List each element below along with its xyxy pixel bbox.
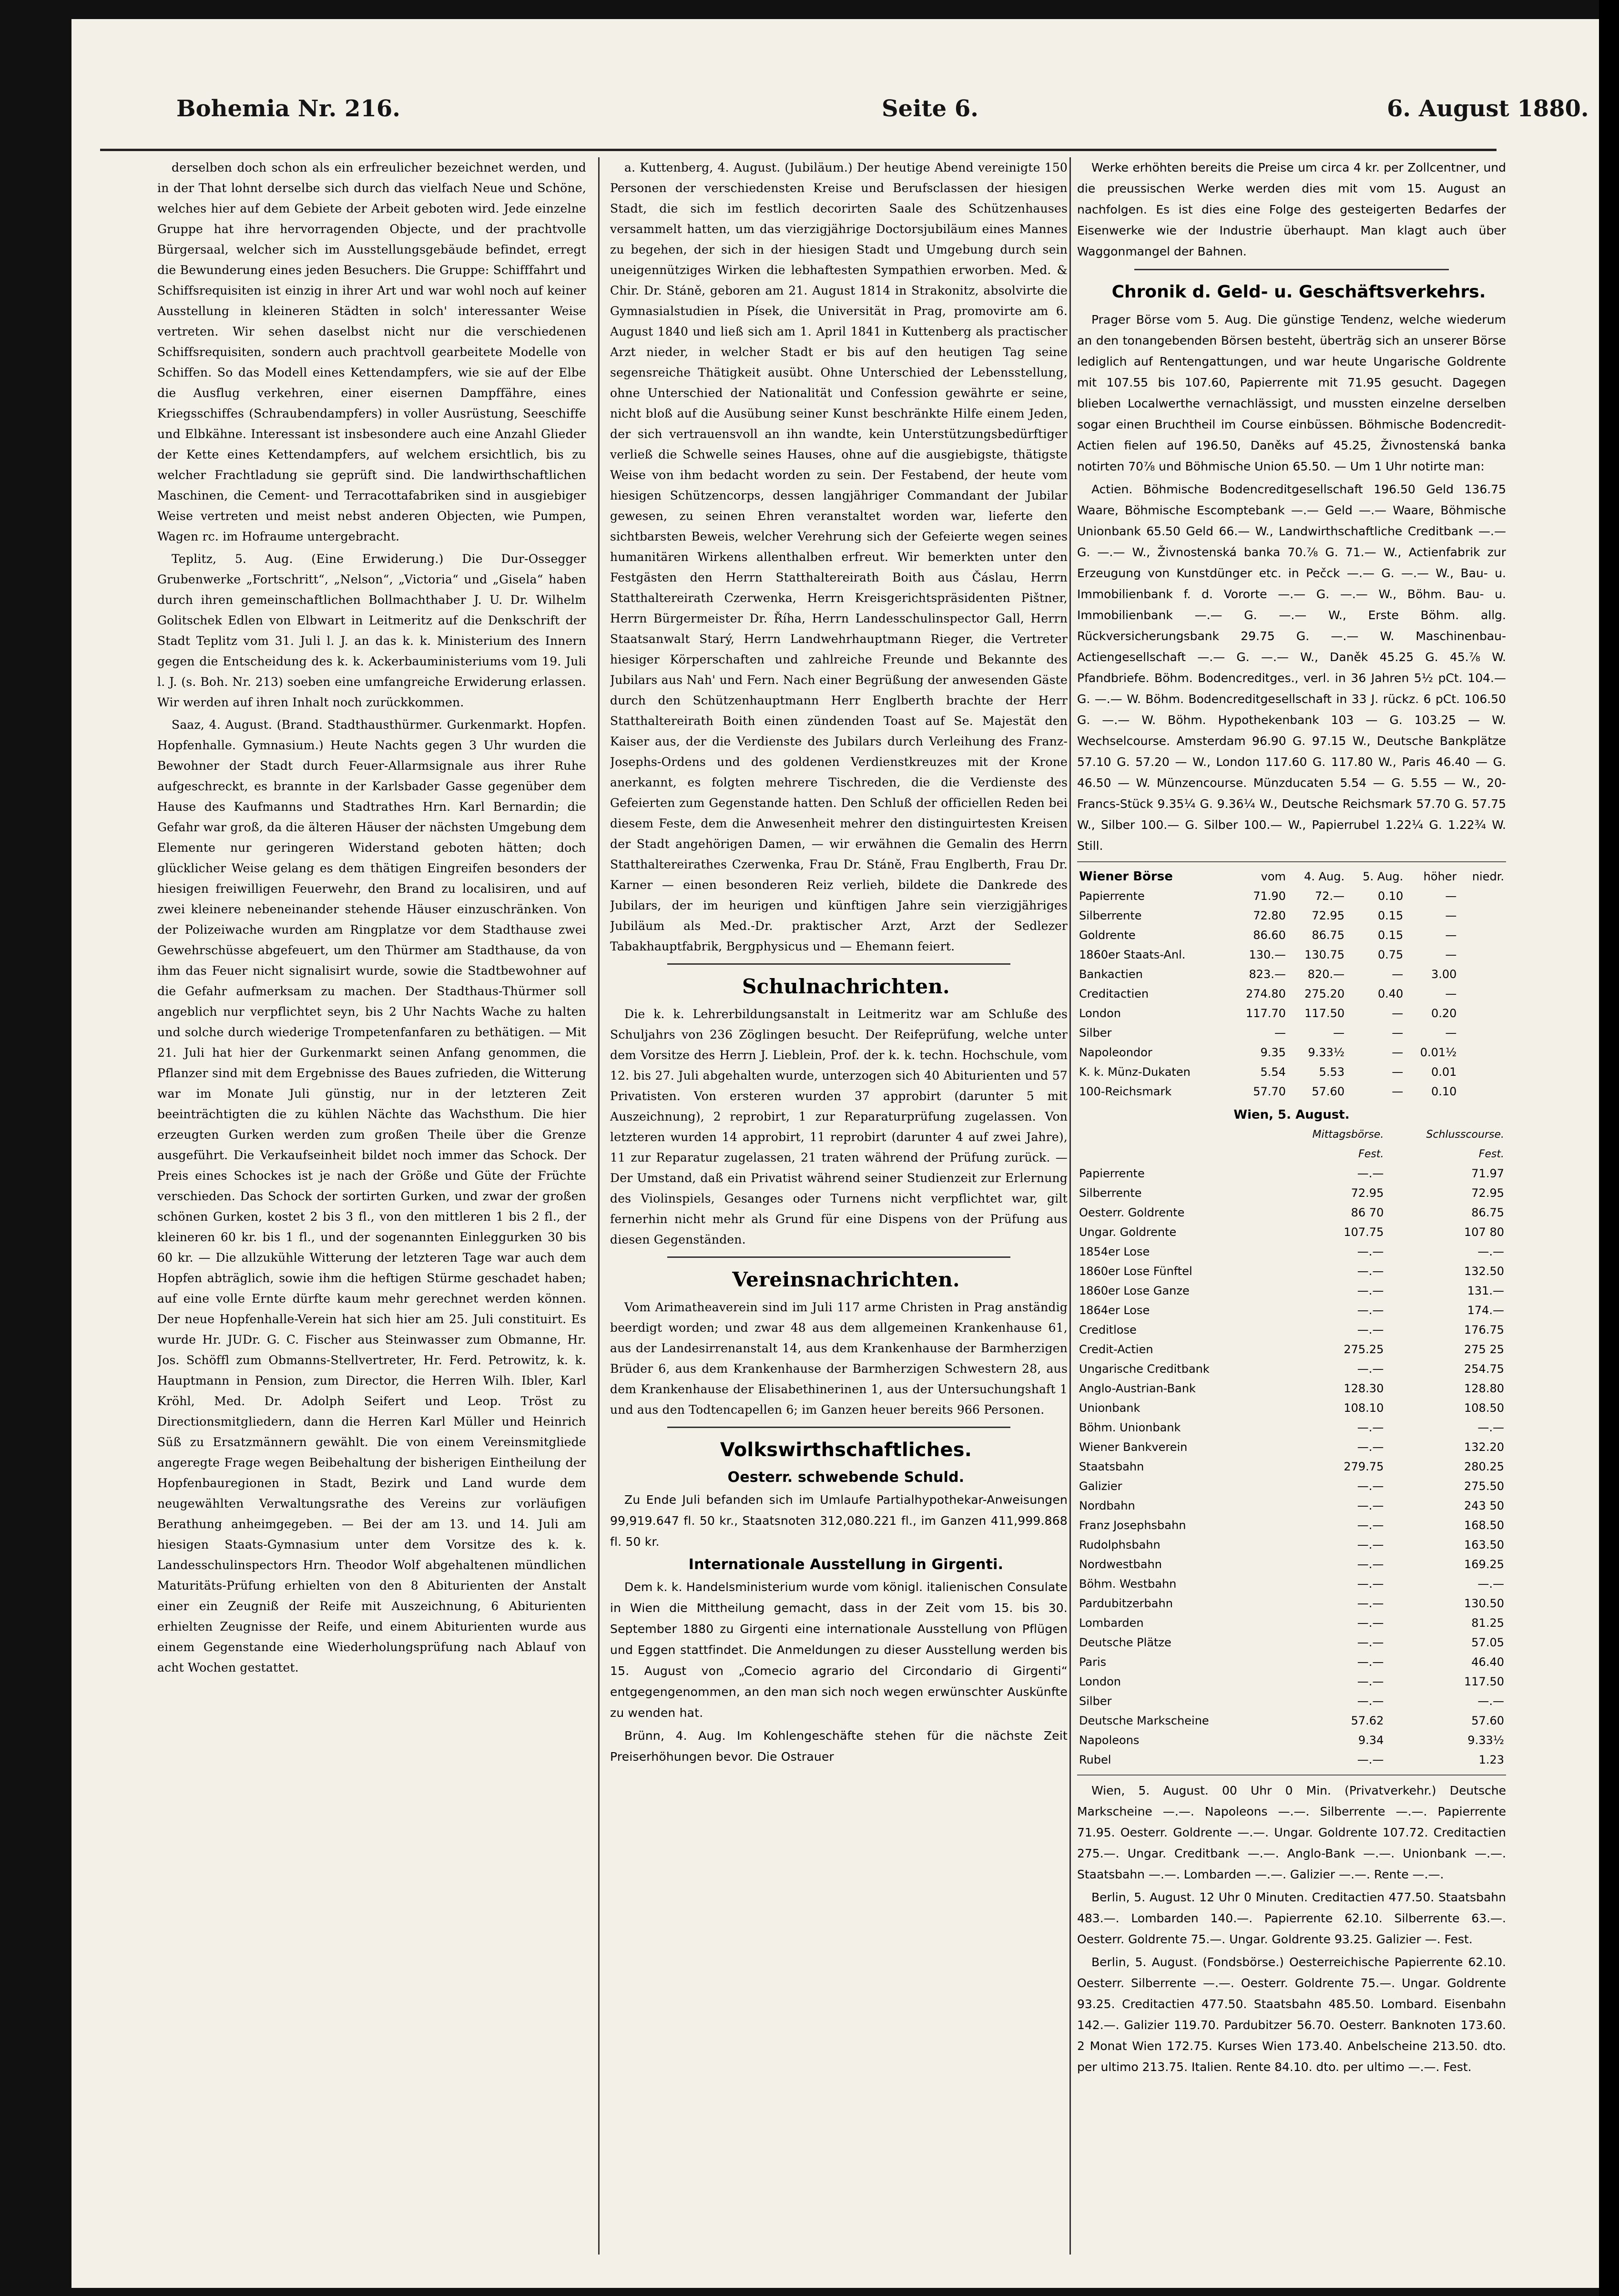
column-2 [610,157,1068,2231]
quote-cell: 72.95 [1471,1186,1504,1200]
scan-edge [1599,0,1619,2296]
article-coal-continued: Werke erhöhten bereits die Preise um circa 4 kr. per Zollcentner, und die preussischen Werke werden dies mit vom 15. August an nachfolgen. Es ist dies eine Folge des gesteigerten Bedarfes der Eisenwerke wie der Industrie überhaupt. Man klagt auch über Waggonmangel der Bahnen. [1077,161,1506,258]
section-divider [667,963,1010,965]
table-row [1077,965,1506,984]
quote-cell: 0.01 [1431,1065,1457,1079]
quote-cell: 280.25 [1464,1460,1504,1473]
quote-cell: 163.50 [1464,1538,1504,1551]
quote-cell: 131.— [1467,1284,1504,1297]
article-girgenti: Dem k. k. Handelsministerium wurde vom königl. italienischen Consulate in Wien die Mittheilung gemacht, dass in der Zeit vom 15. bis 30. September 1880 zu Girgenti eine internationale Ausstellung von Pflügen und Eggen stattfindet. Die Anmeldungen zu dieser Ausstellung werden bis 15. August von „Comecio agrario del Circondario di Girgenti“ entgegengenommen, an den man sich noch wegen erwünschter Auskünfte zu wenden hat. [610,1580,1068,1720]
security-name: Unionbank [1079,1401,1140,1415]
quote-cell: 0.10 [1431,1085,1457,1098]
quote-cell: 72.80 [1253,909,1286,922]
table-row [1077,1418,1506,1438]
column-subheader: Fest. [1358,1148,1384,1160]
table-subheader-row [1077,1144,1506,1164]
quote-cell: 130.50 [1464,1597,1504,1610]
table-row [1077,1340,1506,1359]
quote-cell: —.— [1357,1499,1384,1512]
security-name: Nordbahn [1079,1499,1135,1512]
table-row [1077,984,1506,1004]
table-row [1077,887,1506,906]
table-row [1077,1359,1506,1379]
prager-boerse-text: Prager Börse vom 5. Aug. Die günstige Tendenz, welche wiederum an den tonangebenden Börsen besteht, überträg sich an unserer Börse lediglich auf Rentengattungen, und war heute Ungarische Goldrente mit 107.55 bis 107.60, Papierrente mit 71.95 gesucht. Dagegen blieben Localwerthe vernachlässigt, und mussten einzelne derselben sogar einen Bruchtheil im Course einbüssen. Böhmische Bodencredit-Actien fielen auf 196.50, Daněks auf 45.25, Živnostenská banka notirten 70⅞ und Böhmische Union 65.50. — Um 1 Uhr notirte man: [1077,313,1506,473]
quote-cell: 71.90 [1253,889,1286,903]
security-name: 1860er Staats-Anl. [1079,948,1186,961]
section-divider [667,1427,1010,1428]
quote-cell: —.— [1357,1753,1384,1766]
quote-cell: 275.20 [1304,987,1345,1000]
quote-cell: 46.40 [1471,1655,1504,1669]
security-name: 1854er Lose [1079,1245,1150,1258]
quote-cell: 57.62 [1351,1714,1384,1727]
quote-cell: 0.15 [1377,929,1404,942]
quote-cell: —.— [1357,1284,1384,1297]
table-row [1077,1023,1506,1043]
table-row [1077,1496,1506,1516]
table-row [1077,945,1506,965]
table-row [1077,1477,1506,1496]
quote-cell: 174.— [1467,1304,1504,1317]
quote-cell: 0.01½ [1420,1046,1457,1059]
quote-cell: —.— [1357,1597,1384,1610]
quote-cell: 5.53 [1319,1065,1345,1079]
berlin-fondsboerse-text: Berlin, 5. August. (Fondsbörse.) Oesterreichische Papierrente 62.10. Oesterr. Silberrente —.—. Oesterr. Goldrente 75.—. Ungar. Goldrente 93.25. Creditactien 477.50. Staatsbahn 485.50. Lombard. Eisenbahn 142.—. Galizier 119.70. Pardubitzer 56.70. Oesterr. Banknoten 173.60. 2 Monat Wien 172.75. Kurses Wien 173.40. Anbelscheine 213.50. dto. per ultimo 213.75. Italien. Rente 84.10. dto. per ultimo —.—. Fest. [1077,1955,1506,2074]
security-name: Papierrente [1079,1167,1145,1180]
quote-cell: — [1333,1026,1345,1040]
security-name: Böhm. Unionbank [1079,1421,1181,1434]
security-name: Creditlose [1079,1323,1137,1337]
table-row [1077,1164,1506,1184]
quote-cell: 132.20 [1464,1440,1504,1454]
column-1 [157,157,586,2231]
security-name: 1860er Lose Fünftel [1079,1265,1192,1278]
wiener-boerse-title: Wiener Börse [1079,869,1173,884]
security-name: Lombarden [1079,1616,1144,1630]
quote-cell: —.— [1357,1655,1384,1669]
quote-cell: — [1392,968,1404,981]
quote-cell: 275.25 [1344,1343,1384,1356]
quote-cell: 57.05 [1471,1636,1504,1649]
column-rule-1 [598,157,600,2255]
security-name: 1864er Lose [1079,1304,1150,1317]
quote-cell: 72.95 [1312,909,1345,922]
quote-cell: 243 50 [1464,1499,1504,1512]
table-row [1077,1281,1506,1301]
quote-cell: 132.50 [1464,1265,1504,1278]
security-name: Silber [1079,1694,1112,1708]
security-name: Nordwestbahn [1079,1558,1162,1571]
quote-cell: — [1392,1065,1404,1079]
quote-cell: 1.23 [1478,1753,1504,1766]
quote-cell: 279.75 [1344,1460,1384,1473]
quote-cell: —.— [1357,1577,1384,1591]
header-rule [100,149,1497,151]
header-date: 6. August 1880. [1387,95,1589,122]
wiener-boerse-table [1077,867,1506,1102]
table-row [1077,1594,1506,1613]
quote-cell: 823.— [1249,968,1286,981]
security-name: Silber [1079,1026,1112,1040]
quote-cell: —.— [1357,1323,1384,1337]
security-name: Bankactien [1079,968,1143,981]
article-bruenn: Brünn, 4. Aug. Im Kohlengeschäfte stehen für die nächste Zeit Preiserhöhungen bevor. Die Ostrauer [610,1729,1068,1764]
quote-cell: 0.10 [1377,889,1404,903]
column-header: 5. Aug. [1363,870,1404,883]
quote-cell: 117.70 [1245,1007,1286,1020]
quote-cell: 168.50 [1464,1519,1504,1532]
security-name: Franz Josephsbahn [1079,1519,1186,1532]
quote-cell: —.— [1477,1694,1504,1708]
article-verein: Vom Arimatheaverein sind im Juli 117 arme Christen in Prag anständig beerdigt worden; und zwar 48 aus dem allgemeinen Krankenhause 61, aus der Landesirrenanstalt 14, aus dem Krankenhause der Barmherzigen Brüder 6, aus dem Krankenhause der Barmherzigen Schwestern 28, aus dem Krankenhause der Elisabethinerinen 1, aus der Untersuchungshaft 1 und aus den Todtencapellen 6; im Ganzen heuer bereits 966 Personen. [610,1300,1068,1417]
quote-cell: — [1392,1026,1404,1040]
table-row [1077,1320,1506,1340]
column-header: Mittagsbörse. [1312,1129,1384,1141]
prager-boerse-courses: Actien. Böhmische Bodencreditgesellschaft 196.50 Geld 136.75 Waare, Böhmische Escomptebank —.— Geld —.— Waare, Böhmische Unionbank 65.50 Geld 66.— W., Landwirthschaftliche Creditbank —.— G. —.— W., Živnostenská banka 70.⅞ G. 71.— W., Actienfabrik zur Erzeugung von Kunstdünger etc. in Pečck —.— G. —.— W., Bau- u. Immobilienbank f. d. Vororte —.— G. —.— W., Böhm. Bau- u. Immobilienbank —.— G. —.— W., Erste Böhm. allg. Rückversicherungsbank 29.75 G. —.— W. Maschinenbau-Actiengesellschaft —.— G. —.— W., Daněk 45.25 G. 45.⅞ W. Pfandbriefe. Böhm. Bodencreditges., verl. in 36 Jahren 5½ pCt. 104.— G. —.— W. Böhm. Bodencreditgesellschaft in 33 J. rückz. 6 pCt. 106.50 G. —.— W. Böhm. Hypothekenbank 103 — G. 103.25 — W. Wechselcourse. Amsterdam 96.90 G. 97.15 W., Deutsche Bankplätze 57.10 G. 57.20 — W., London 117.60 G. 117.80 W., Paris 46.40 — G. 46.50 — W. Münzencourse. Münzducaten 5.54 — G. 5.55 — W., 20-Francs-Stück 9.35¼ G. 9.36¼ W., Deutsche Reichsmark 57.70 G. 57.75 W., Silber 100.— G. Silber 100.— W., Papierrubel 1.22¼ G. 1.22¾ W. Still. [1077,482,1506,853]
article-teplitz: Teplitz, 5. Aug. (Eine Erwiderung.) Die Dur-Ossegger Grubenwerke „Fortschritt“, „Nelson“, „Victoria“ und „Gisela“ haben durch ihren gemeinschaftlichen Bollmachthaber J. U. Dr. Wilhelm Golitschek Edlen von Elbwart in Leitmeritz auf die Denkschrift der Stadt Teplitz vom 31. Juli l. J. an das k. k. Ministerium des Innern gegen die Entscheidung des k. k. Ackerbauministeriums vom 19. Juli l. J. (s. Boh. Nr. 213) soeben eine umfangreiche Erwiderung erlassen. Wir werden auf ihren Inhalt noch zurückkommen. [157,552,586,709]
table-row [1077,1184,1506,1203]
quote-cell: —.— [1357,1675,1384,1688]
table-row [1077,1438,1506,1457]
table-row [1077,926,1506,945]
security-name: Creditactien [1079,987,1149,1000]
column-header: niedr. [1472,870,1504,883]
quote-cell: 0.40 [1377,987,1404,1000]
table-row [1077,1672,1506,1692]
quote-cell: 9.33½ [1308,1046,1345,1059]
quote-cell: — [1274,1026,1286,1040]
security-name: Oesterr. Goldrente [1079,1206,1185,1219]
quote-cell: 81.25 [1471,1616,1504,1630]
quote-cell: 254.75 [1464,1362,1504,1376]
quote-cell: 820.— [1307,968,1345,981]
quote-cell: 86.75 [1471,1206,1504,1219]
quote-cell: 57.60 [1471,1714,1504,1727]
security-name: Silberrente [1079,909,1142,922]
quote-cell: 176.75 [1464,1323,1504,1337]
quote-cell: 71.97 [1471,1167,1504,1180]
table-row [1077,1262,1506,1281]
table-row [1077,1711,1506,1731]
quote-cell: 117.50 [1464,1675,1504,1688]
quote-cell: —.— [1357,1304,1384,1317]
quote-cell: — [1392,1085,1404,1098]
quote-cell: 57.60 [1312,1085,1345,1098]
quote-cell: 117.50 [1304,1007,1345,1020]
heading-chronik: Chronik d. Geld- u. Geschäftsverkehrs. [1111,282,1486,302]
quote-cell: 9.33½ [1467,1734,1504,1747]
quote-cell: 0.20 [1431,1007,1457,1020]
quote-cell: 0.15 [1377,909,1404,922]
quote-cell: 107 80 [1464,1225,1504,1239]
quote-cell: 5.54 [1260,1065,1286,1079]
quote-cell: 108.50 [1464,1401,1504,1415]
security-name: Deutsche Plätze [1079,1636,1171,1649]
quote-cell: —.— [1357,1245,1384,1258]
subheading-schuld: Oesterr. schwebende Schuld. [727,1469,965,1486]
table-rule [1077,861,1506,862]
wiener-boerse-rows [1077,887,1506,1102]
column-subheader: Fest. [1478,1148,1504,1160]
heading-schulnachrichten: Schulnachrichten. [742,975,950,998]
quote-cell: 128.30 [1344,1382,1384,1395]
security-name: Anglo-Austrian-Bank [1079,1382,1196,1395]
table-header-row [1077,867,1506,887]
quote-cell: — [1392,1046,1404,1059]
quote-cell: —.— [1357,1616,1384,1630]
quote-cell: 130.— [1249,948,1286,961]
column-rule-2 [1069,157,1071,2255]
quote-cell: — [1445,987,1457,1000]
quote-cell: 9.34 [1358,1734,1384,1747]
quote-cell: —.— [1477,1577,1504,1591]
quote-cell: 107.75 [1344,1225,1384,1239]
security-name: Goldrente [1079,929,1136,942]
table-row [1077,1613,1506,1633]
quote-cell: — [1392,1007,1404,1020]
table-row [1077,1457,1506,1477]
quote-cell: 86 70 [1351,1206,1384,1219]
quote-cell: 72.95 [1351,1186,1384,1200]
security-name: Galizier [1079,1480,1122,1493]
quote-cell: —.— [1357,1440,1384,1454]
table-row [1077,1574,1506,1594]
header-issue: Bohemia Nr. 216. [176,95,400,122]
quote-cell: 86.75 [1312,929,1345,942]
subheading-girgenti: Internationale Ausstellung in Girgenti. [688,1556,1004,1573]
table-row [1077,1653,1506,1672]
quote-cell: 86.60 [1253,929,1286,942]
table-row [1077,1633,1506,1653]
wien-evening-text: Wien, 5. August. 00 Uhr 0 Min. (Privatverkehr.) Deutsche Markscheine —.—. Napoleons —.—. Silberrente —.—. Papierrente 71.95. Oesterr. Goldrente —.—. Ungar. Goldrente 107.72. Creditactien 275.—. Ungar. Creditbank —.—. Anglo-Bank —.—. Unionbank —.—. Staatsbahn —.—. Lombarden —.—. Galizier —.—. Rente —.—. [1077,1784,1506,1881]
heading-vereinsnachrichten: Vereinsnachrichten. [732,1268,960,1291]
quote-cell: —.— [1357,1636,1384,1649]
quote-cell: —.— [1357,1362,1384,1376]
berlin-noon-text: Berlin, 5. August. 12 Uhr 0 Minuten. Creditactien 477.50. Staatsbahn 483.—. Lombarden 140.—. Papierrente 62.10. Silberrente 63.—. Oesterr. Goldrente 75.—. Ungar. Goldrente 93.25. Galizier —. Fest. [1077,1890,1506,1946]
column-3 [1077,157,1506,2231]
table-row [1077,1692,1506,1711]
security-name: Rubel [1079,1753,1111,1766]
article-saaz: Saaz, 4. August. (Brand. Stadthausthürmer. Gurkenmarkt. Hopfen. Hopfenhalle. Gymnasium.) Heute Nachts gegen 3 Uhr wurden die Bewohner der Stadt durch Feuer-Allarmsignale aus ihrer Ruhe aufgeschreckt, es brannte in der Karlsbader Gasse gegenüber dem Hause des Kaufmanns und Stadtrathes Hrn. Karl Bernardin; die Gefahr war groß, da die älteren Häuser der nächsten Umgebung dem Elemente nur geringeren Widerstand geboten hätten; doch glücklicher Weise gelang es dem thätigen Eingreifen besonders der hiesigen freiwilligen Feuerwehr, den Brand zu localisiren, und auf zwei kleinere nebeneinander stehende Häuser einzuschränken. Von der Polizeiwache wurden am Ringplatze vor dem Stadthause zwei Gewehrschüsse abgefeuert, um den Thürmer am Stadthause, da von ihm das Feuer nicht signalisirt wurde, sowie die Stadtbewohner auf die Gefahr aufmerksam zu machen. Der Stadthaus-Thürmer soll angeblich nur verpflichtet seyn, bis 2 Uhr Nachts Wache zu halten und solche durch wiederige Trompetenfanfaren zu bethätigen. — Mit 21. Juli hat hier der Gurkenmarkt seinen Anfang genommen, die Pflanzer sind mit dem Ergebnisse des Baues zufrieden, die Witterung war im Monate Juli günstig, nur in der letzteren Zeit beeinträchtigten die zu kühlen Nächte das Wachsthum. Die hier erzeugten Gurken werden zum großen Theile über die Grenze ausgeführt. Die Verkaufseinheit bildet noch immer das Schock. Der Preis eines Schockes ist je nach der Größe und Güte der Früchte verschieden. Das Schock der sortirten Gurken, und zwar der großen schönen Gurken, kostet 2 bis 3 fl., von den mittleren 1 bis 2 fl., der kleineren 60 kr. bis 1 fl., und der sogenannten Einleggurken 30 bis 60 kr. — Die allzukühle Witterung der letzteren Tage war auch dem Hopfen abträglich, sowie ihm die heftigen Stürme geschadet haben; auf eine volle Ernte dürfte kaum mehr gerechnet werden können. Der neue Hopfenhalle-Verein hat sich hier am 25. Juli constituirt. Es wurde Hr. JUDr. G. C. Fischer aus Steinwasser zum Obmanne, Hr. Jos. Schöffl zum Obmanns-Stellvertreter, Hr. Ferd. Petrowitz, k. k. Hauptmann in Pension, zum Director, die Herren Wilh. Ibler, Karl Kröhl, Med. Dr. Adolph Seifert und Leop. Tröst zu Directionsmitgliedern, dann die Herren Karl Müller und Heinrich Süß zu Ersatzmännern gewählt. Die von einem Vereinsmitgliede angeregte Frage wegen Beibehaltung der bisherigen Eintheilung der Hopfenbauregionen in Stadt, Bezirk und Land wurde dem neugewählten Verwaltungsrathe des Vereins zur vorläufigen Berathung anheimgegeben. — Bei der am 13. und 14. Juli am hiesigen Staats-Gymnasium unter dem Vorsitze des k. k. Landesschulinspectors Hrn. Theodor Wolf abgehaltenen mündlichen Maturitäts-Prüfung erhielten von den 8 Abiturienten der Anstalt einer ein Zeugniß der Reife mit Auszeichnung, 6 Abiturienten erhielten Zeugnisse der Reife, und einem Abiturienten wurde aus einem Gegenstande eine Wiederholungsprüfung nach Ablauf von acht Wochen gestattet. [157,718,586,1674]
quote-cell: —.— [1477,1421,1504,1434]
article-kuttenberg: a. Kuttenberg, 4. August. (Jubiläum.) Der heutige Abend vereinigte 150 Personen der verschiedensten Kreise und Berufsclassen der hiesigen Stadt, die sich im festlich decorirten Saale des Schützenhauses versammelt hatten, um das vierzigjährige Doctorsjubiläum eines Mannes zu begehen, der sich in der hiesigen Stadt und Umgebung durch sein uneigennütziges Wirken die lebhaftesten Sympathien erworben. Med. & Chir. Dr. Stáně, geboren am 21. August 1814 in Strakonitz, absolvirte die Gymnasialstudien in Písek, die Universität in Prag, promovirte am 6. August 1840 und ließ sich am 1. April 1841 in Kuttenberg als practischer Arzt nieder, in welcher Stadt er bis auf den heutigen Tag seine segensreiche Thätigkeit ausübt. Ohne Unterschied der Lebensstellung, ohne Unterschied der Nationalität und Confession gewährte er seine, nicht bloß auf die Ausübung seiner Kunst beschränkte Hilfe einem Jeden, der sich vertrauensvoll an ihn wandte, kein Unterstützungsbedürftiger verließ die Schwelle seines Hauses, ohne auf die ausgiebigste, thätigste Weise von ihm bedacht worden zu sein. Der Festabend, der heute vom hiesigen Schützencorps, dessen langjähriger Commandant der Jubilar gewesen, zu seinen Ehren veranstaltet worden war, lieferte den sichtbarsten Beweis, welcher Verehrung sich der Gefeierte wegen seines humanitären Wirkens allenthalben erfreut. Wir bemerkten unter den Festgästen den Herrn Statthaltereirath Boith aus Čáslau, Herrn Statthaltereirath Czerwenka, Herrn Kreisgerichtspräsidenten Pištner, Herrn Bürgermeister Dr. Říha, Herrn Landesschulinspector Gall, Herrn Staatsanwalt Starý, Herrn Landwehrhauptmann Rieger, die Vertreter hiesiger Körperschaften und zahlreiche Freunde und Bekannte des Jubilars aus Nah' und Fern. Nach einer Begrüßung der anwesenden Gäste durch den Schützenhauptmann Herr Englberth brachte der Herr Statthaltereirath Boith einen zündenden Toast auf Se. Majestät den Kaiser aus, der die Verdienste des Jubilars durch Verleihung des Franz-Josephs-Ordens und des goldenen Verdienstkreuzes mit der Krone anerkannt, es folgten mehrere Tischreden, die die Verdienste des Gefeierten zum Gegenstande hatten. Den Schluß der officiellen Reden bei diesem Feste, dem die Anwesenheit mehrer den distinguirtesten Kreisen der Stadt angehörigen Damen, — wir erwähnen die Gemalin des Herrn Statthaltereirathes Czerwenka, Frau Dr. Stáně, Frau Englberth, Frau Dr. Karner — einen besonderen Reiz verlieh, bildete die Dankrede des Jubilars, der im heurigen und künftigen Jahre sein vierzigjähriges Jubiläum als Med.-Dr. praktischer Arzt, Arzt der Sedlezer Tabakhauptfabrik, Bergphysicus und — Ehemann feiert. [610,161,1068,953]
wien-title: Wien, 5. August. [1233,1108,1350,1122]
security-name: Silberrente [1079,1186,1142,1200]
column-subheader [1077,1144,1275,1164]
security-name: Paris [1079,1655,1107,1669]
quote-cell: 274.80 [1245,987,1286,1000]
header-page-number: Seite 6. [882,95,978,122]
table-row [1077,1535,1506,1555]
section-divider [1134,269,1449,270]
quote-cell: —.— [1357,1538,1384,1551]
security-name: Rudolphsbahn [1079,1538,1161,1551]
table-row [1077,1731,1506,1750]
article-exhibition: derselben doch schon als ein erfreulicher bezeichnet werden, und in der That lohnt derselbe sich durch das vielfach Neue und Schöne, welches hier auf dem Gebiete der Arbeit geboten wird. Jede einzelne Gruppe hat ihre hervorragenden Objecte, und der prachtvolle Bürgersaal, welcher sich im Ausstellungsgebäude befindet, erregt die Bewunderung eines jeden Besuchers. Die Gruppe: Schifffahrt und Schiffsrequisiten ist einzig in ihrer Art und war wohl noch auf keiner Ausstellung in kleineren Städten in solch' interessanter Weise vertreten. Wir sehen daselbst nicht nur die verschiedenen Schiffsrequisiten, sondern auch prachtvoll gearbeitete Modelle von Schiffen. So das Modell eines Kettendampfers, wie sie auf der Elbe die Ausflug verkehren, einer eisernen Dampffähre, eines Kriegsschiffes (Schraubendampfers) in voller Ausrüstung, Seeschiffe und Elbkähne. Interessant ist insbesondere auch eine Anzahl Glieder der Kette eines Kettendampfers, auf welchem ersichtlich, bis zu welcher Frachtladung sie geprüft sind. Die landwirthschaftlichen Maschinen, die Cement- und Terracottafabriken sind in ausgiebiger Weise vertreten und meist nebst anderen Objecten, wie Pumpen, Wagen rc. im Hofraume untergebracht. [157,161,586,543]
security-name: Böhm. Westbahn [1079,1577,1177,1591]
quote-cell: — [1445,1026,1457,1040]
security-name: Wiener Bankverein [1079,1440,1188,1454]
table-row [1077,1004,1506,1023]
quote-cell: —.— [1357,1167,1384,1180]
quote-cell: —.— [1357,1421,1384,1434]
quote-cell: 3.00 [1431,968,1457,981]
column-header: Schlusscourse. [1426,1129,1504,1141]
column-header: 4. Aug. [1304,870,1345,883]
column-header [1077,1125,1275,1144]
security-name: 100-Reichsmark [1079,1085,1172,1098]
quote-cell: — [1445,909,1457,922]
security-name: London [1079,1675,1121,1688]
column-header: vom [1261,870,1286,883]
article-schul: Die k. k. Lehrerbildungsanstalt in Leitmeritz war am Schluße des Schuljahrs von 236 Zöglingen besucht. Der Reifeprüfung, welche unter dem Vorsitze des Herrn J. Lieblein, Prof. der k. k. techn. Hochschule, vom 12. bis 27. Juli abgehalten wurde, unterzogen sich 40 Abiturienten und 57 Privatisten. Von ersteren wurden 37 approbirt (darunter 5 mit Auszeichnung), 2 reprobirt, 1 zur Reparaturprüfung zugelassen. Von letzteren wurden 14 approbirt, 11 reprobirt (darunter 4 auf zwei Jahre), 11 zur Reparatur zugelassen, 21 traten während der Prüfung zurück. — Der Umstand, daß ein Privatist während seiner Studienzeit zur Erlernung des Violinspiels, Gesanges oder Turnens nicht verpflichtet war, gilt fernerhin nicht mehr als Grund für eine Dispens von der Prüfung aus diesen Gegenständen. [610,1007,1068,1246]
quote-cell: — [1445,948,1457,961]
quote-cell: 57.70 [1253,1085,1286,1098]
table-row [1077,1398,1506,1418]
quote-cell: — [1445,889,1457,903]
quote-cell: 130.75 [1304,948,1345,961]
security-name: Pardubitzerbahn [1079,1597,1173,1610]
table-row [1077,1223,1506,1242]
security-name: Deutsche Markscheine [1079,1714,1209,1727]
quote-cell: —.— [1357,1694,1384,1708]
table-rule [1077,1775,1506,1776]
table-row [1077,1301,1506,1320]
quote-cell: 9.35 [1260,1046,1286,1059]
security-name: Papierrente [1079,889,1145,903]
table-header-row [1077,1125,1506,1144]
quote-cell: 128.80 [1464,1382,1504,1395]
security-name: Staatsbahn [1079,1460,1144,1473]
wien-rows [1077,1164,1506,1770]
security-name: London [1079,1007,1121,1020]
security-name: Ungarische Creditbank [1079,1362,1210,1376]
table-row [1077,1555,1506,1574]
table-row [1077,1203,1506,1223]
wien-table [1077,1105,1506,1770]
quote-cell: 0.75 [1377,948,1404,961]
quote-cell: 72.— [1314,889,1345,903]
security-name: Napoleons [1079,1734,1140,1747]
section-divider [667,1256,1010,1258]
table-row [1077,1516,1506,1535]
quote-cell: —.— [1357,1480,1384,1493]
quote-cell: — [1445,929,1457,942]
quote-cell: 108.10 [1344,1401,1384,1415]
quote-cell: —.— [1357,1519,1384,1532]
heading-volkswirthschaftliches: Volkswirthschaftliches. [720,1439,972,1461]
table-row [1077,906,1506,926]
quote-cell: —.— [1477,1245,1504,1258]
security-name: Napoleondor [1079,1046,1152,1059]
quote-cell: 275 25 [1464,1343,1504,1356]
table-row [1077,1062,1506,1082]
table-row [1077,1379,1506,1398]
quote-cell: —.— [1357,1558,1384,1571]
quote-cell: —.— [1357,1265,1384,1278]
table-row [1077,1242,1506,1262]
security-name: Credit-Actien [1079,1343,1153,1356]
quote-cell: 275.50 [1464,1480,1504,1493]
security-name: K. k. Münz-Dukaten [1079,1065,1191,1079]
quote-cell: 169.25 [1464,1558,1504,1571]
table-row [1077,1750,1506,1770]
security-name: 1860er Lose Ganze [1079,1284,1190,1297]
security-name: Ungar. Goldrente [1079,1225,1177,1239]
column-header: höher [1423,870,1457,883]
table-title-row [1077,1105,1506,1125]
table-row [1077,1043,1506,1062]
table-row [1077,1082,1506,1102]
article-schuld: Zu Ende Juli befanden sich im Umlaufe Partialhypothekar-Anweisungen 99,919.647 fl. 50 kr., Staatsnoten 312,080.221 fl., im Ganzen 411,999.868 fl. 50 kr. [610,1493,1068,1549]
